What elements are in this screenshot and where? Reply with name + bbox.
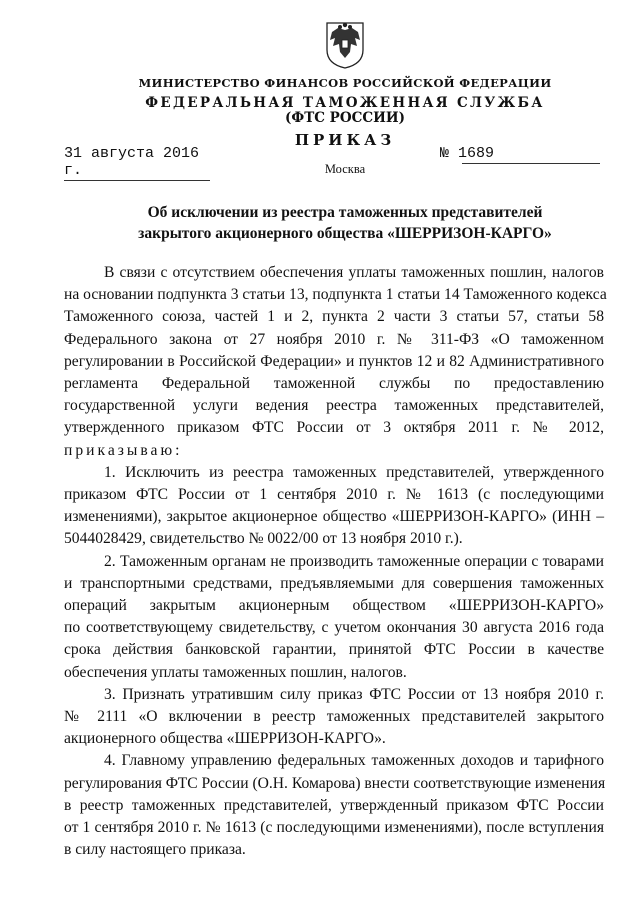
- paragraph: [64, 750, 604, 861]
- text-line: Федерального закона от 27 ноября 2010 г. № 311-ФЗ «О таможенном: [64, 330, 604, 348]
- text-line: и транспортными средствами, предъявляемыми для совершения таможенных: [64, 574, 604, 592]
- document-title-line: закрытого акционерного общества «ШЕРРИЗОН-КАРГО»: [138, 225, 552, 242]
- text-line: срока действия банковской гарантии, принятой ФТС России в качестве: [64, 641, 604, 659]
- text-line: В связи с отсутствием обеспечения уплаты таможенных пошлин, налогов: [104, 264, 604, 281]
- text-line: операций закрытым акционерным обществом «ШЕРРИЗОН-КАРГО»: [64, 597, 604, 615]
- ministry-name: МИНИСТЕРСТВО ФИНАНСОВ РОССИЙСКОЙ ФЕДЕРАЦИИ: [138, 76, 552, 90]
- paragraph: [64, 262, 607, 462]
- text-line: государственной услуги ведения реестра таможенных представителей,: [64, 397, 604, 415]
- paragraph: [64, 551, 604, 684]
- document-title-line: Об исключении из реестра таможенных представителей: [147, 204, 543, 221]
- text-line: акционерного общества «ШЕРРИЗОН-КАРГО».: [64, 730, 386, 748]
- text-line: изменениями), закрытое акционерное общество «ШЕРРИЗОН-КАРГО» (ИНН –: [64, 508, 604, 526]
- text-line: 3. Признать утратившим силу приказ ФТС России от 13 ноября 2010 г.: [104, 685, 604, 703]
- text-line: регламента Федеральной таможенной службы по предоставлению: [64, 375, 604, 393]
- document-number: № 1689: [440, 145, 495, 162]
- text-line: по соответствующему свидетельству, с учетом окончания 30 августа 2016 года: [64, 619, 604, 637]
- text-line: от 1 сентября 2010 г. № 1613 (с последующими изменениями), после вступления: [64, 819, 604, 837]
- paragraph: [64, 684, 604, 751]
- text-line: Таможенного союза, частей 1 и 2, пункта 2 части 3 статьи 57, статьи 58: [64, 308, 604, 326]
- text-line: 5044028429, свидетельство № 0022/00 от 13 ноября 2010 г.).: [64, 530, 463, 548]
- text-line: утвержденного приказом ФТС России от 3 октября 2011 г. № 2012,: [64, 419, 604, 437]
- document-type: ПРИКАЗ: [294, 131, 396, 149]
- text-line: обеспечения уплаты таможенных пошлин, налогов.: [64, 663, 407, 681]
- text-line: 1. Исключить из реестра таможенных представителей, утвержденного: [104, 463, 604, 481]
- document-body: [64, 262, 607, 861]
- service-short-name: (ФТС РОССИИ): [285, 110, 405, 126]
- text-line: регулировании в Российской Федерации» и пунктов 12 и 82 Административного: [64, 352, 604, 370]
- document-date: 31 августа 2016 г.: [64, 145, 210, 181]
- text-line: в силу настоящего приказа.: [64, 841, 246, 859]
- text-line: регулирования ФТС России (О.Н. Комарова) внести соответствующие изменения: [64, 774, 606, 792]
- text-line: 2. Таможенным органам не производить таможенные операции с товарами: [104, 552, 604, 570]
- service-name: ФЕДЕРАЛЬНАЯ ТАМОЖЕННАЯ СЛУЖБА: [145, 95, 545, 111]
- paragraph: [64, 462, 604, 551]
- text-line: 4. Главному управлению федеральных таможенных доходов и тарифного: [104, 752, 604, 770]
- text-line: приказываю:: [64, 441, 183, 459]
- document-city: Москва: [324, 162, 366, 176]
- text-line: на основании подпункта 3 статьи 13, подпункта 1 статьи 14 Таможенного кодекса: [64, 286, 607, 304]
- text-line: приказом ФТС России от 1 сентября 2010 г. № 1613 (с последующими: [64, 486, 604, 504]
- coat-of-arms-icon: [324, 20, 366, 70]
- text-line: № 2111 «О включении в реестр таможенных представителей закрытого: [64, 708, 604, 726]
- text-line: в реестр таможенных представителей, утвержденный приказом ФТС России: [64, 796, 604, 814]
